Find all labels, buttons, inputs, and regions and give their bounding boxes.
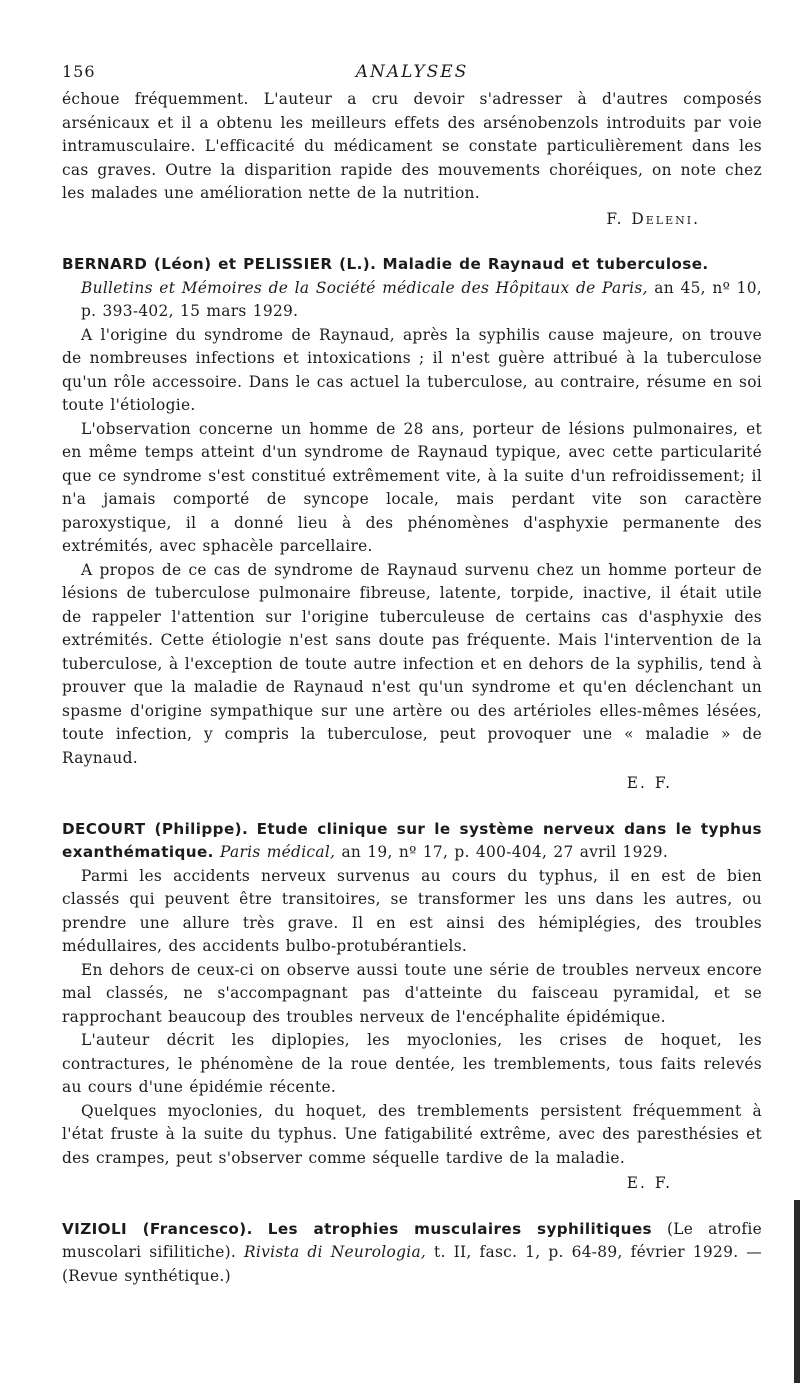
entry-heading — [62, 818, 762, 865]
scan-edge-shadow — [794, 1200, 800, 1383]
page-content — [62, 88, 762, 1288]
entry-heading — [62, 1218, 762, 1289]
entry-journal: Rivista di Neurologia, — [244, 1243, 427, 1261]
entry-paragraph: En dehors de ceux-ci on observe aussi toute une série de troubles nerveux encore mal classés, ne s'accompagnant pas d'atteinte du faisceau pyramidal, et se rapprochant beaucoup des troubles nerveux de l'encéphalite épidémique. — [62, 960, 762, 1026]
entry-paragraph: L'observation concerne un homme de 28 ans, porteur de lésions pulmonaires, et en même temps atteint d'un syndrome de Raynaud typique, avec cette particularité que ce syndrome s'est constitué extrêmement vite, à la suite d'un refroidissement; il n'a jamais comporté de syncope locale, mais perdant vite son caractère paroxystique, il a donné lieu à des phénomènes d'asphyxie permanente des extrémités, avec sphacèle parcellaire. — [62, 419, 762, 555]
entry-reference-block — [62, 277, 762, 324]
entry-decourt — [62, 818, 762, 1196]
entry-signature: E. F. — [626, 1174, 672, 1192]
entry-bernard — [62, 253, 762, 796]
page-number: 156 — [62, 62, 96, 81]
entry-paragraph: Quelques myoclonies, du hoquet, des tremblements persistent fréquemment à l'état fruste à la suite du typhus. Une fatigabilité extrême, avec des paresthésies et des crampes, peut s'observer comme séquelle tardive de la maladie. — [62, 1101, 762, 1167]
entry-heading — [62, 253, 762, 324]
entry-reference: an 19, nº 17, p. 400-404, 27 avril 1929. — [341, 843, 669, 861]
entry-reference: an 45, nº 10, p. 393-402, 15 mars 1929. — [81, 278, 762, 320]
entry-reference-pre: (Le atrofie muscolari sifilitiche). — [62, 1219, 762, 1261]
reviewer-signature: F. Deleni. — [606, 209, 700, 228]
entry-reference: t. II, fasc. 1, p. 64-89, février 1929. — (Revue synthétique.) — [62, 1243, 762, 1285]
entry-signature: E. F. — [626, 774, 672, 792]
entry-vizioli — [62, 1218, 762, 1289]
page-header — [62, 62, 762, 86]
entry-title: Les atrophies musculaires syphilitiques — [267, 1219, 652, 1238]
entry-title: Etude clinique sur le système nerveux dans le typhus exanthématique. — [62, 819, 762, 861]
entry-paragraph: L'auteur décrit les diplopies, les myoclonies, les crises de hoquet, les contractures, le phénomène de la roue dentée, les tremblements, tous faits relevés au cours d'une épidémie récente. — [62, 1031, 762, 1096]
entry-author: BERNARD (Léon) et PELISSIER (L.). — [62, 255, 377, 273]
entry-paragraph: A propos de ce cas de syndrome de Raynaud survenu chez un homme porteur de lésions de tuberculose pulmonaire fibreuse, latente, torpide, inactive, il était utile de rappeler l'attention sur l'origine tuberculeuse de certains cas d'asphyxie des extrémités. Cette étiologie n'est sans doute pas fréquente. Mais l'intervention de la tuberculose, à l'exception de toute autre infection et en dehors de la syphilis, tend à prouver que la maladie de Raynaud n'est qu'un syndrome et qu'en déclenchant un spasme d'origine sympathique sur une artère ou des artérioles elles-mêmes lésées, toute infection, y compris la tuberculose, peut provoquer une « maladie » de Raynaud. — [62, 560, 762, 767]
intro-section — [62, 88, 762, 231]
entry-author: VIZIOLI (Francesco). — [62, 1219, 253, 1238]
entry-journal: Paris médical, — [220, 843, 336, 861]
entry-paragraph: A l'origine du syndrome de Raynaud, après la syphilis cause majeure, on trouve de nombreuses infections et intoxications ; il n'est guère attribué à la tuberculose qu'un rôle accessoire. Dans le cas actuel la tuberculose, au contraire, résume en soi toute l'étiologie. — [62, 325, 762, 414]
entry-paragraph: Parmi les accidents nerveux survenus au cours du typhus, il en est de bien classés qui peuvent être transitoires, se transformer les uns dans les autres, ou prendre une allure très grave. Il en est ainsi des hémiplégies, des troubles médullaires, des accidents bulbo-protubérantiels. — [62, 866, 762, 955]
entry-title: Maladie de Raynaud et tuberculose. — [382, 255, 709, 273]
intro-paragraph: échoue fréquemment. L'auteur a cru devoir s'adresser à d'autres composés arsénicaux et il a obtenu les meilleurs effets des arsénobenzols introduits par voie intramusculaire. L'efficacité du médicament se constate particulièrement dans les cas graves. Outre la disparition rapide des mouvements choréiques, on note chez les malades une amélioration nette de la nutrition. — [62, 90, 762, 202]
running-title: ANALYSES — [355, 62, 469, 82]
entry-journal: Bulletins et Mémoires de la Société médicale des Hôpitaux de Paris, — [81, 278, 648, 297]
entry-author: DECOURT (Philippe). — [62, 819, 249, 838]
